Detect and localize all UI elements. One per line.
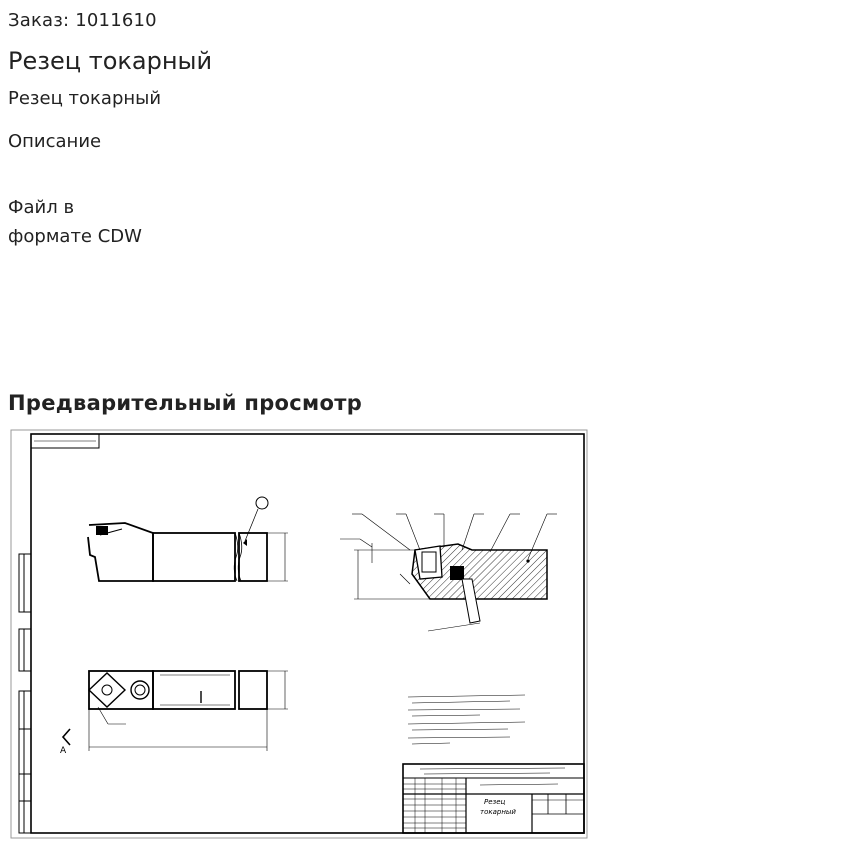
preview-drawing-image [10, 429, 588, 839]
drawing-title-line2: токарный [480, 808, 516, 816]
preview-heading: Предварительный просмотр [8, 391, 363, 415]
file-format-line2: формате CDW [8, 226, 142, 247]
product-title: Резец токарный [8, 47, 213, 75]
file-format-line1: Файл в [8, 197, 75, 218]
product-subtitle: Резец токарный [8, 88, 162, 109]
file-format-note [8, 193, 208, 251]
order-value: 1011610 [75, 10, 157, 31]
description-heading: Описание [8, 131, 102, 152]
drawing-title-line1: Резец [484, 798, 506, 806]
order-label: Заказ: [8, 10, 70, 31]
section-letter: А [60, 746, 67, 756]
order-number [8, 10, 157, 31]
